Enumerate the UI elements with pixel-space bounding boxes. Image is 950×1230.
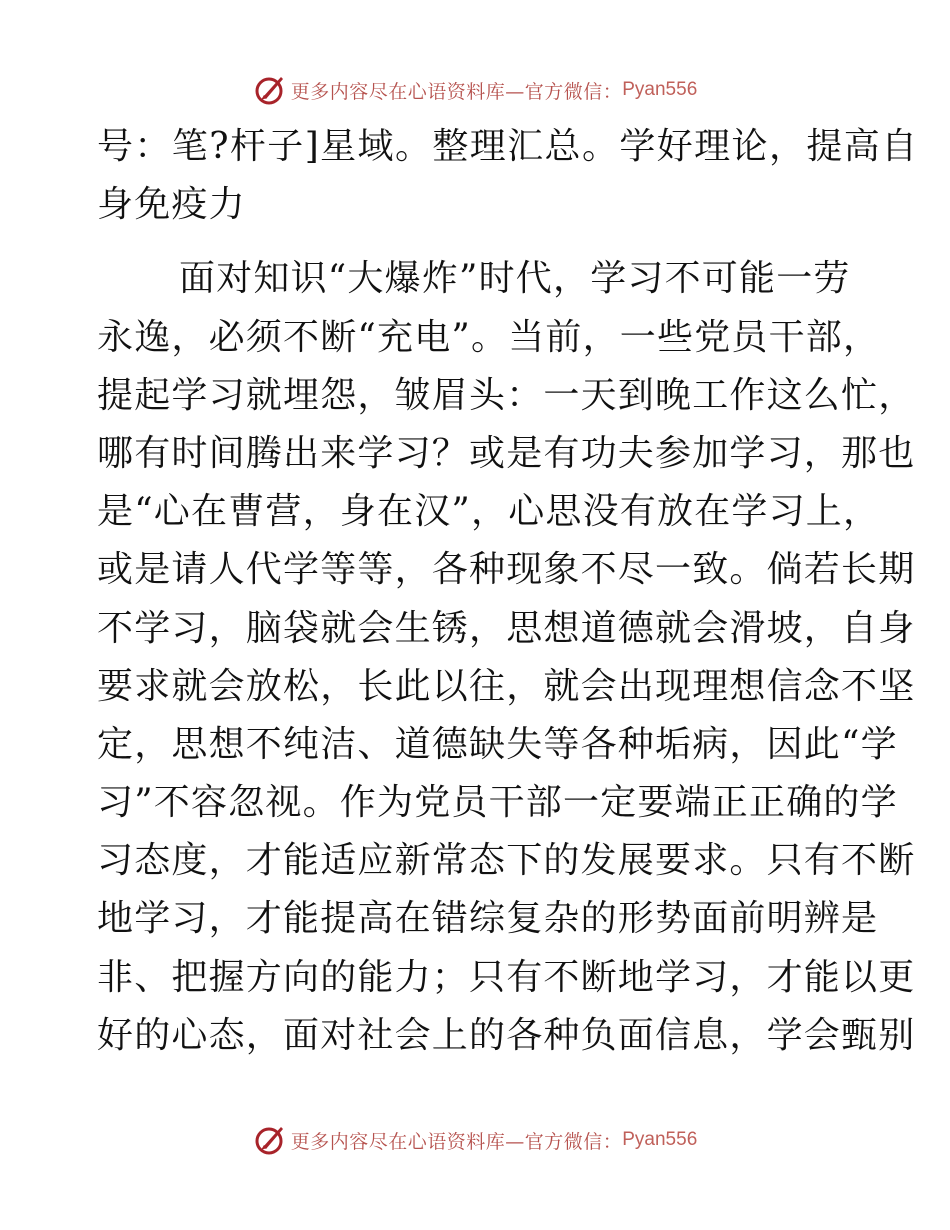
paragraph-1	[97, 118, 919, 234]
document-body	[97, 118, 919, 1065]
footer-banner-text: 更多内容尽在心语资料库—官方微信：	[290, 1130, 623, 1153]
text-line: 永逸，必须不断“充电”。当前，一些党员干部，	[97, 316, 881, 358]
paragraph-2	[97, 250, 916, 1065]
quill-logo-icon	[253, 73, 287, 107]
footer-banner	[0, 1120, 950, 1160]
text-line: 面对知识“大爆炸”时代，学习不可能一劳	[179, 258, 851, 300]
text-line: 是“心在曹营，身在汉”，心思没有放在学习上，	[97, 491, 881, 533]
quill-logo-icon	[253, 1123, 287, 1157]
text-line: 定，思想不纯洁、道德缺失等各种垢病，因此“学	[97, 723, 898, 765]
text-line: 身免疫力	[97, 184, 246, 226]
header-banner-text: 更多内容尽在心语资料库—官方微信：	[290, 80, 623, 103]
text-line: 或是请人代学等等，各种现象不尽一致。倘若长期	[97, 549, 916, 591]
text-line: 要求就会放松，长此以往，就会出现理想信念不坚	[97, 665, 916, 707]
text-line: 非、把握方向的能力；只有不断地学习，才能以更	[97, 956, 916, 998]
text-line: 习态度，才能适应新常态下的发展要求。只有不断	[97, 840, 916, 882]
text-line: 提起学习就埋怨，皱眉头：一天到晚工作这么忙，	[97, 374, 916, 416]
text-line: 地学习，才能提高在错综复杂的形势面前明辨是	[97, 898, 879, 940]
text-line: 哪有时间腾出来学习？或是有功夫参加学习，那也	[97, 432, 916, 474]
text-line: 号：笔?杆子]星域。整理汇总。学好理论，提高自	[97, 126, 919, 167]
text-line: 习”不容忽视。作为党员干部一定要端正正确的学	[97, 782, 898, 824]
header-banner	[0, 70, 950, 110]
text-line: 不学习，脑袋就会生锈，思想道德就会滑坡，自身	[97, 607, 916, 649]
footer-banner-id: Pyan556	[622, 1129, 698, 1150]
header-banner-id: Pyan556	[622, 79, 698, 100]
text-line: 好的心态，面对社会上的各种负面信息，学会甄别	[97, 1014, 916, 1056]
